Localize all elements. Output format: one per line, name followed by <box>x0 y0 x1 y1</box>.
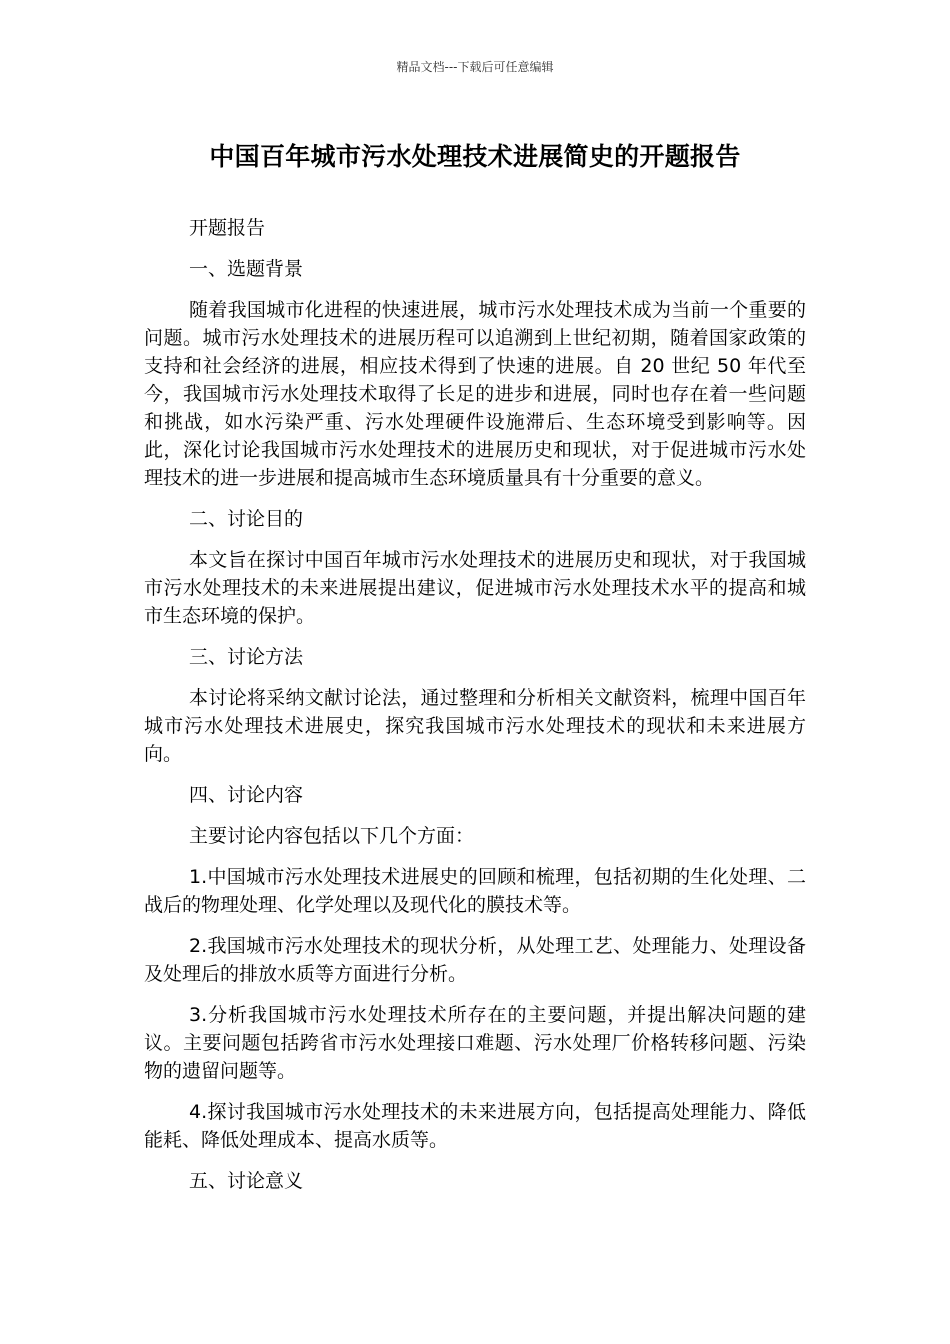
list-item-2: 2.我国城市污水处理技术的现状分析，从处理工艺、处理能力、处理设备及处理后的排放水质等方面进行分析。 <box>144 935 806 985</box>
section-heading-significance: 五、讨论意义 <box>189 1170 304 1192</box>
document-title: 中国百年城市污水处理技术进展简史的开题报告 <box>209 142 741 171</box>
section-heading-content: 四、讨论内容 <box>189 784 304 806</box>
paragraph-background: 随着我国城市化进程的快速进展，城市污水处理技术成为当前一个重要的问题。城市污水处理技术的进展历程可以追溯到上世纪初期，随着国家政策的支持和社会经济的进展，相应技术得到了快速的进展。自 20 世纪 50 年代至今，我国城市污水处理技术取得了长足的进步和进展，同时也存在着一些问题和挑战，如水污染严重、污水处理硬件设施滞后、生态环境受到影响等。因此，深化讨论我国城市污水处理技术的进展历史和现状，对于促进城市污水处理技术的进一步进展和提高城市生态环境质量具有十分重要的意义。 <box>144 299 806 489</box>
section-heading-background: 一、选题背景 <box>189 258 304 280</box>
list-item-1: 1.中国城市污水处理技术进展史的回顾和梳理，包括初期的生化处理、二战后的物理处理、化学处理以及现代化的膜技术等。 <box>144 866 806 916</box>
paragraph-content-intro: 主要讨论内容包括以下几个方面： <box>189 825 475 847</box>
document-body <box>144 214 806 1208</box>
header-note: 精品文档---下载后可任意编辑 <box>396 60 554 74</box>
section-heading-method: 三、讨论方法 <box>189 646 304 668</box>
paragraph-method: 本讨论将采纳文献讨论法，通过整理和分析相关文献资料，梳理中国百年城市污水处理技术进展史，探究我国城市污水处理技术的现状和未来进展方向。 <box>144 687 806 765</box>
list-item-3: 3.分析我国城市污水处理技术所存在的主要问题，并提出解决问题的建议。主要问题包括跨省市污水处理接口难题、污水处理厂价格转移问题、污染物的遗留问题等。 <box>144 1004 806 1082</box>
paragraph-report-label: 开题报告 <box>189 217 266 239</box>
list-item-4: 4.探讨我国城市污水处理技术的未来进展方向，包括提高处理能力、降低能耗、降低处理成本、提高水质等。 <box>144 1101 806 1151</box>
paragraph-purpose: 本文旨在探讨中国百年城市污水处理技术的进展历史和现状，对于我国城市污水处理技术的未来进展提出建议，促进城市污水处理技术水平的提高和城市生态环境的保护。 <box>144 549 806 627</box>
section-heading-purpose: 二、讨论目的 <box>189 508 304 530</box>
